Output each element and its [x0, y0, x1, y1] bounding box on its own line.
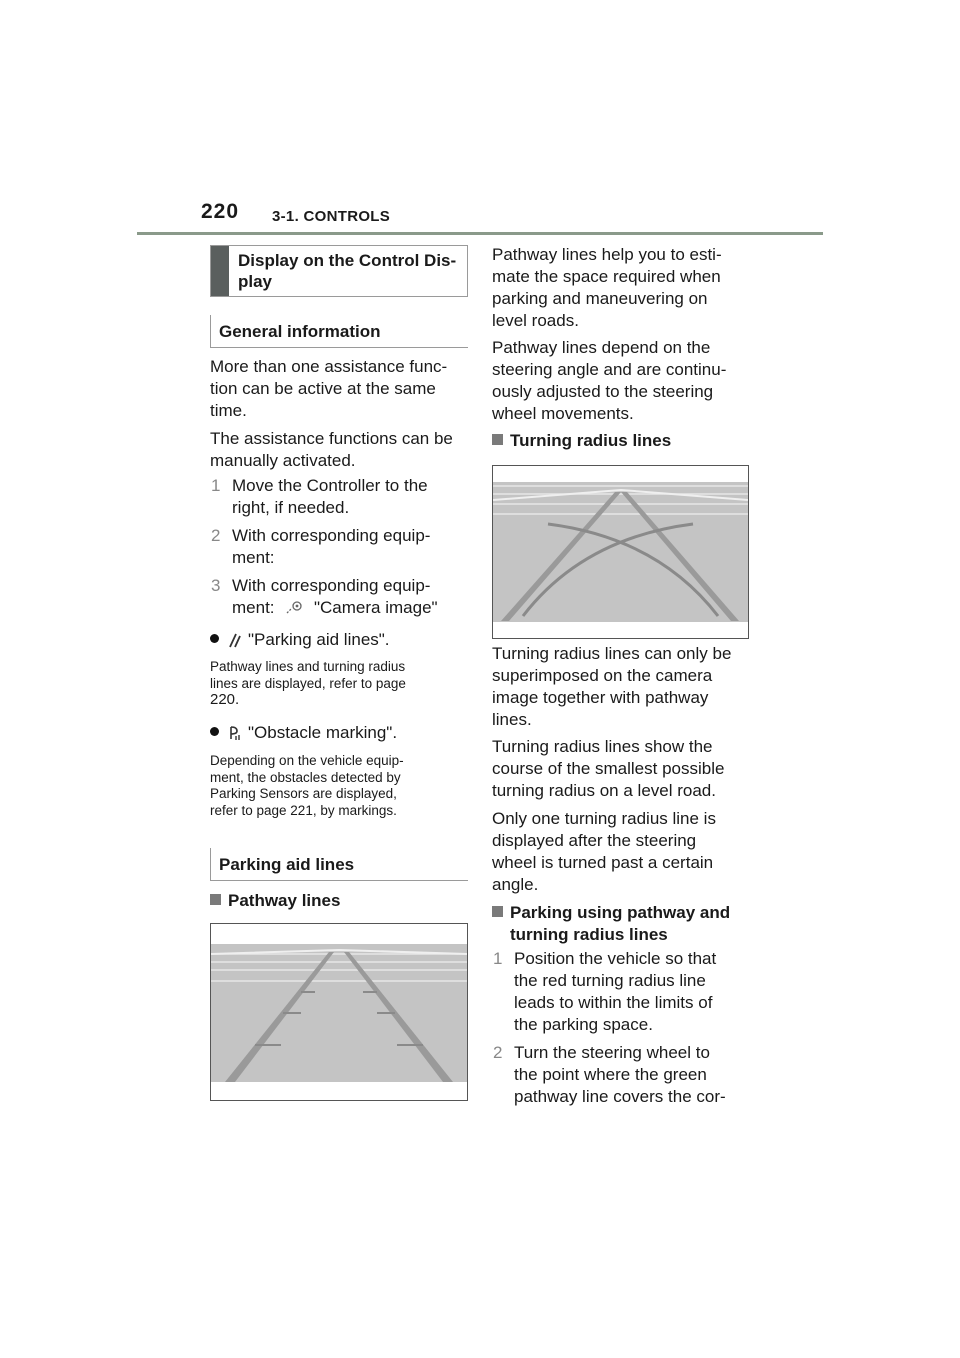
pathway-lines-heading — [210, 890, 470, 912]
para-pathway-lines-help — [492, 244, 752, 332]
text-line: steering angle and are continu- — [492, 360, 727, 379]
bullet-parking-aid-lines — [210, 629, 470, 654]
text-fragment: ment: — [232, 598, 275, 617]
text-line — [232, 597, 470, 622]
text-line: parking and maneuvering on — [492, 289, 708, 308]
bullet-text: "Obstacle marking". — [248, 723, 398, 742]
para-turning-superimposed — [492, 643, 752, 731]
text-line: superimposed on the camera — [492, 666, 713, 685]
text-line: manually activated. — [210, 451, 356, 470]
general-info-heading-box — [210, 315, 468, 348]
text-line: tion can be active at the same — [210, 379, 436, 398]
general-info-heading: General information — [219, 322, 381, 341]
turning-radius-heading — [492, 430, 752, 452]
parking-aid-lines-icon — [228, 632, 242, 654]
note-pathway-lines — [210, 659, 470, 709]
obstacle-marking-icon — [228, 725, 242, 747]
text-line: level roads. — [492, 311, 579, 330]
text-line: time. — [210, 401, 247, 420]
text-line: Pathway lines help you to esti- — [492, 245, 722, 264]
display-heading-line2: play — [238, 272, 273, 291]
page-number: 220 — [201, 200, 240, 223]
square-bullet — [210, 894, 221, 905]
display-heading-line1: Display on the Control Dis- — [238, 251, 457, 270]
text-line: the red turning radius line — [514, 971, 706, 990]
text-fragment: "Camera image" — [314, 598, 438, 617]
camera-gear-icon — [285, 600, 303, 622]
text-line: wheel movements. — [492, 404, 634, 423]
text-line: refer to page 221, by markings. — [210, 802, 397, 818]
parking-using-label-line1: Parking using pathway and — [510, 903, 731, 922]
text-line: Parking Sensors are displayed, — [210, 786, 397, 801]
turning-radius-illustration — [493, 466, 748, 638]
text-line: leads to within the limits of — [514, 993, 713, 1012]
para-assistance-functions — [210, 356, 470, 422]
square-bullet — [492, 906, 503, 917]
display-heading-box — [210, 245, 468, 297]
parking-step-1 — [492, 948, 752, 1036]
text-line: Turning radius lines show the — [492, 737, 713, 756]
text-line: Position the vehicle so that — [514, 949, 717, 968]
text-line: Pathway lines depend on the — [492, 338, 711, 357]
para-one-turning-line — [492, 808, 752, 896]
text-line: the parking space. — [514, 1015, 653, 1034]
step-3 — [210, 575, 470, 622]
bullet-text: "Parking aid lines". — [248, 630, 390, 649]
para-manual-activation — [210, 428, 470, 472]
step-number: 1 — [493, 949, 503, 968]
text-line: Pathway lines and turning radius — [210, 659, 406, 674]
pathway-lines-illustration — [211, 924, 467, 1100]
turning-radius-figure — [492, 465, 749, 639]
step-1 — [210, 475, 470, 519]
step-2 — [210, 525, 470, 569]
camera-image-background — [493, 482, 748, 622]
text-line: image together with pathway — [492, 688, 709, 707]
heading-bar — [211, 246, 229, 296]
text-line: right, if needed. — [232, 498, 350, 517]
text-line: the point where the green — [514, 1065, 707, 1084]
text-line: lines are displayed, refer to page — [210, 675, 406, 691]
text-line: wheel is turned past a certain — [492, 853, 714, 872]
text-line: Move the Controller to the — [232, 476, 428, 495]
parking-aid-lines-heading-box — [210, 848, 468, 881]
para-pathway-lines-depend — [492, 337, 752, 425]
step-number: 3 — [211, 576, 221, 595]
text-line: lines. — [492, 710, 532, 729]
turning-radius-label: Turning radius lines — [510, 431, 672, 450]
square-bullet — [492, 434, 503, 445]
text-line: ously adjusted to the steering — [492, 382, 714, 401]
text-line: The assistance functions can be — [210, 429, 453, 448]
text-line: ment: — [232, 548, 275, 567]
parking-step-2 — [492, 1042, 752, 1108]
text-line: turning radius on a level road. — [492, 781, 716, 800]
pathway-lines-label: Pathway lines — [228, 891, 341, 910]
text-line: 220. — [210, 691, 240, 708]
text-line: pathway line covers the cor- — [514, 1087, 726, 1106]
step-number: 1 — [211, 476, 221, 495]
text-line: mate the space required when — [492, 267, 721, 286]
bullet-dot — [210, 634, 219, 643]
text-line: With corresponding equip- — [232, 576, 431, 595]
text-line: Turning radius lines can only be — [492, 644, 732, 663]
parking-aid-lines-heading: Parking aid lines — [219, 855, 355, 874]
text-line: ment, the obstacles detected by — [210, 769, 401, 785]
text-line: More than one assistance func- — [210, 357, 448, 376]
text-line: With corresponding equip- — [232, 526, 431, 545]
text-line: angle. — [492, 875, 539, 894]
step-number: 2 — [493, 1043, 503, 1062]
text-line: Only one turning radius line is — [492, 809, 716, 828]
pathway-lines-figure — [210, 923, 468, 1101]
text-line: course of the smallest possible — [492, 759, 725, 778]
bullet-dot — [210, 727, 219, 736]
section-title: 3-1. CONTROLS — [272, 208, 391, 225]
parking-using-label-line2: turning radius lines — [510, 925, 668, 944]
text-line: Depending on the vehicle equip- — [210, 753, 404, 768]
para-turning-course — [492, 736, 752, 802]
step-number: 2 — [211, 526, 221, 545]
note-obstacles — [210, 753, 470, 819]
bullet-obstacle-marking — [210, 722, 470, 747]
display-heading — [238, 250, 463, 292]
header-rule — [137, 232, 823, 235]
text-line: Turn the steering wheel to — [514, 1043, 710, 1062]
text-line: displayed after the steering — [492, 831, 697, 850]
parking-using-heading — [492, 902, 752, 946]
